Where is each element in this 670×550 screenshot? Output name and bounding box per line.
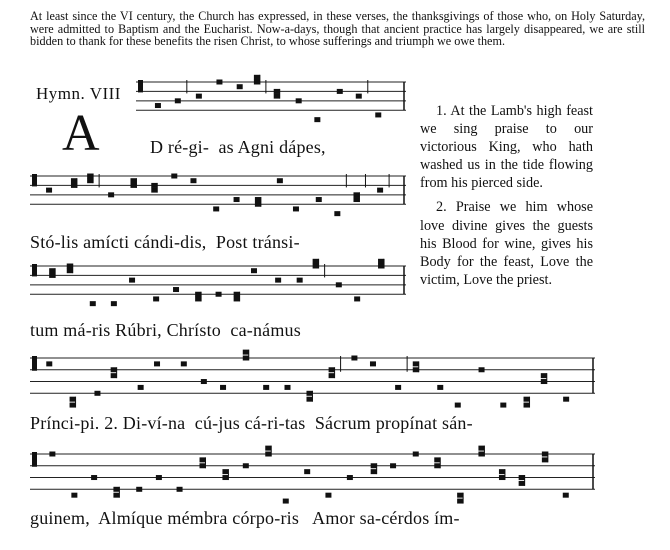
neume	[94, 391, 100, 396]
neume	[275, 278, 281, 283]
neume	[265, 452, 271, 457]
neume	[325, 493, 331, 498]
neume	[285, 385, 291, 390]
neume	[334, 211, 340, 216]
neume	[277, 178, 283, 183]
neume	[297, 278, 303, 283]
neume	[151, 188, 157, 193]
neume	[111, 367, 117, 372]
neume	[371, 469, 377, 474]
neume	[378, 259, 384, 264]
neume	[70, 397, 76, 402]
neume	[541, 373, 547, 378]
neume	[313, 259, 319, 264]
neume	[171, 174, 177, 179]
neume	[316, 197, 322, 202]
neume	[87, 178, 93, 183]
neume	[200, 457, 206, 462]
clef-mark	[32, 264, 37, 276]
neume	[499, 475, 505, 480]
neume	[153, 296, 159, 301]
neume	[519, 475, 525, 480]
music-staff-4	[30, 354, 595, 398]
neume	[390, 463, 396, 468]
neume	[337, 89, 343, 94]
neume	[111, 373, 117, 378]
neume	[255, 202, 261, 207]
neume	[377, 188, 383, 193]
neume	[434, 463, 440, 468]
neume	[181, 361, 187, 366]
neume	[49, 268, 55, 273]
neume	[113, 493, 119, 498]
neume	[237, 84, 243, 89]
neume	[375, 112, 381, 117]
neume	[67, 268, 73, 273]
neume	[413, 361, 419, 366]
neume	[378, 264, 384, 269]
neume	[500, 403, 506, 408]
neume	[154, 361, 160, 366]
neume	[91, 475, 97, 480]
neume	[67, 264, 73, 269]
neume	[356, 94, 362, 99]
translation-column	[420, 102, 593, 295]
neume	[329, 367, 335, 372]
neume	[46, 361, 52, 366]
neume	[195, 296, 201, 301]
neume	[71, 178, 77, 183]
neume	[71, 493, 77, 498]
neume	[111, 301, 117, 306]
neume	[336, 282, 342, 287]
intro-text: At least since the VI century, the Church has expressed, in these verses, the thanksgivings of those who, on Holy Saturday, were admitted to Baptism and the Eucharist. Now-a-days, though that ancient practice has largely disappeared, we are still bidden to thank for these benefits the risen Christ, to whose sufferings and triumph we owe them.	[30, 9, 645, 49]
neume	[71, 183, 77, 188]
neume	[395, 385, 401, 390]
music-staff-1	[136, 78, 406, 114]
lyric-line-2: Stó-lis amícti cándi-dis, Post tránsi-	[30, 232, 300, 252]
neume	[347, 475, 353, 480]
neume	[234, 197, 240, 202]
neume	[306, 397, 312, 402]
clef-mark	[32, 356, 37, 371]
neume	[371, 463, 377, 468]
lyric-line-1: D ré-gi- as Agni dápes,	[150, 137, 326, 157]
clef-mark	[138, 80, 143, 92]
lyric-line-5: guinem, Almíque mémbra córpo-ris Amor sa-cérdos ím-	[30, 508, 460, 528]
lyric-line-4: Prínci-pi. 2. Di-ví-na cú-jus cá-ri-tas Sácrum propínat sán-	[30, 413, 473, 433]
neume	[499, 469, 505, 474]
neume	[49, 452, 55, 457]
neume	[413, 452, 419, 457]
neume	[413, 367, 419, 372]
neume	[519, 481, 525, 486]
music-staff-2	[30, 172, 406, 208]
neume	[563, 493, 569, 498]
neume	[46, 188, 52, 193]
neume	[234, 292, 240, 297]
neume	[222, 469, 228, 474]
neume	[200, 463, 206, 468]
neume	[70, 403, 76, 408]
neume	[243, 350, 249, 355]
neume	[251, 268, 257, 273]
neume	[524, 403, 530, 408]
neume	[457, 499, 463, 504]
neume	[151, 183, 157, 188]
neume	[274, 94, 280, 99]
neume	[196, 94, 202, 99]
neume	[155, 103, 161, 108]
neume	[175, 98, 181, 103]
clef-mark	[32, 174, 37, 186]
neume	[314, 117, 320, 122]
neume	[274, 89, 280, 94]
neume	[457, 493, 463, 498]
neume	[329, 373, 335, 378]
neume	[478, 452, 484, 457]
neume	[263, 385, 269, 390]
neume	[304, 469, 310, 474]
neume	[479, 367, 485, 372]
neume	[136, 487, 142, 492]
neume	[541, 379, 547, 384]
neume	[370, 361, 376, 366]
translation-verse-1: 1. At the Lamb's high feast we sing praise to our victorious King, who hath washed us in the tide flowing from his pierced side.	[420, 103, 593, 192]
neume	[190, 178, 196, 183]
neume	[296, 98, 302, 103]
music-staff-3	[30, 262, 406, 298]
neume	[108, 192, 114, 197]
neume	[353, 192, 359, 197]
neume	[130, 178, 136, 183]
neume	[306, 391, 312, 396]
neume	[254, 75, 260, 80]
neume	[129, 278, 135, 283]
translation-verse-2: 2. Praise we him whose love divine gives the guests his Blood for wine, gives his Body for the feast, Love the victim, Love the priest.	[420, 199, 593, 288]
neume	[234, 296, 240, 301]
neume	[455, 403, 461, 408]
neume	[254, 80, 260, 85]
neume	[156, 475, 162, 480]
neume	[220, 385, 226, 390]
music-staff-5	[30, 450, 595, 494]
lyric-line-3: tum má-ris Rúbri, Chrísto ca-námus	[30, 320, 301, 340]
neume	[243, 463, 249, 468]
intro-paragraph	[30, 10, 645, 48]
neume	[542, 452, 548, 457]
neume	[130, 183, 136, 188]
neume	[351, 356, 357, 361]
neume	[524, 397, 530, 402]
neume	[195, 292, 201, 297]
clef-mark	[32, 452, 37, 467]
hymn-label: Hymn. VIII	[36, 84, 121, 103]
neume	[542, 457, 548, 462]
neume	[90, 301, 96, 306]
neume	[213, 206, 219, 211]
neume	[113, 487, 119, 492]
neume	[478, 446, 484, 451]
neume	[243, 356, 249, 361]
neume	[437, 385, 443, 390]
neume	[563, 397, 569, 402]
neume	[87, 174, 93, 179]
drop-cap-initial: A	[62, 105, 100, 162]
neume	[283, 499, 289, 504]
neume	[173, 287, 179, 292]
neume	[354, 296, 360, 301]
neume	[201, 379, 207, 384]
neume	[222, 475, 228, 480]
neume	[353, 197, 359, 202]
neume	[265, 446, 271, 451]
neume	[49, 273, 55, 278]
neume	[434, 457, 440, 462]
neume	[216, 80, 222, 85]
neume	[255, 197, 261, 202]
neume	[293, 206, 299, 211]
neume	[313, 264, 319, 269]
neume	[138, 385, 144, 390]
neume	[177, 487, 183, 492]
neume	[216, 292, 222, 297]
